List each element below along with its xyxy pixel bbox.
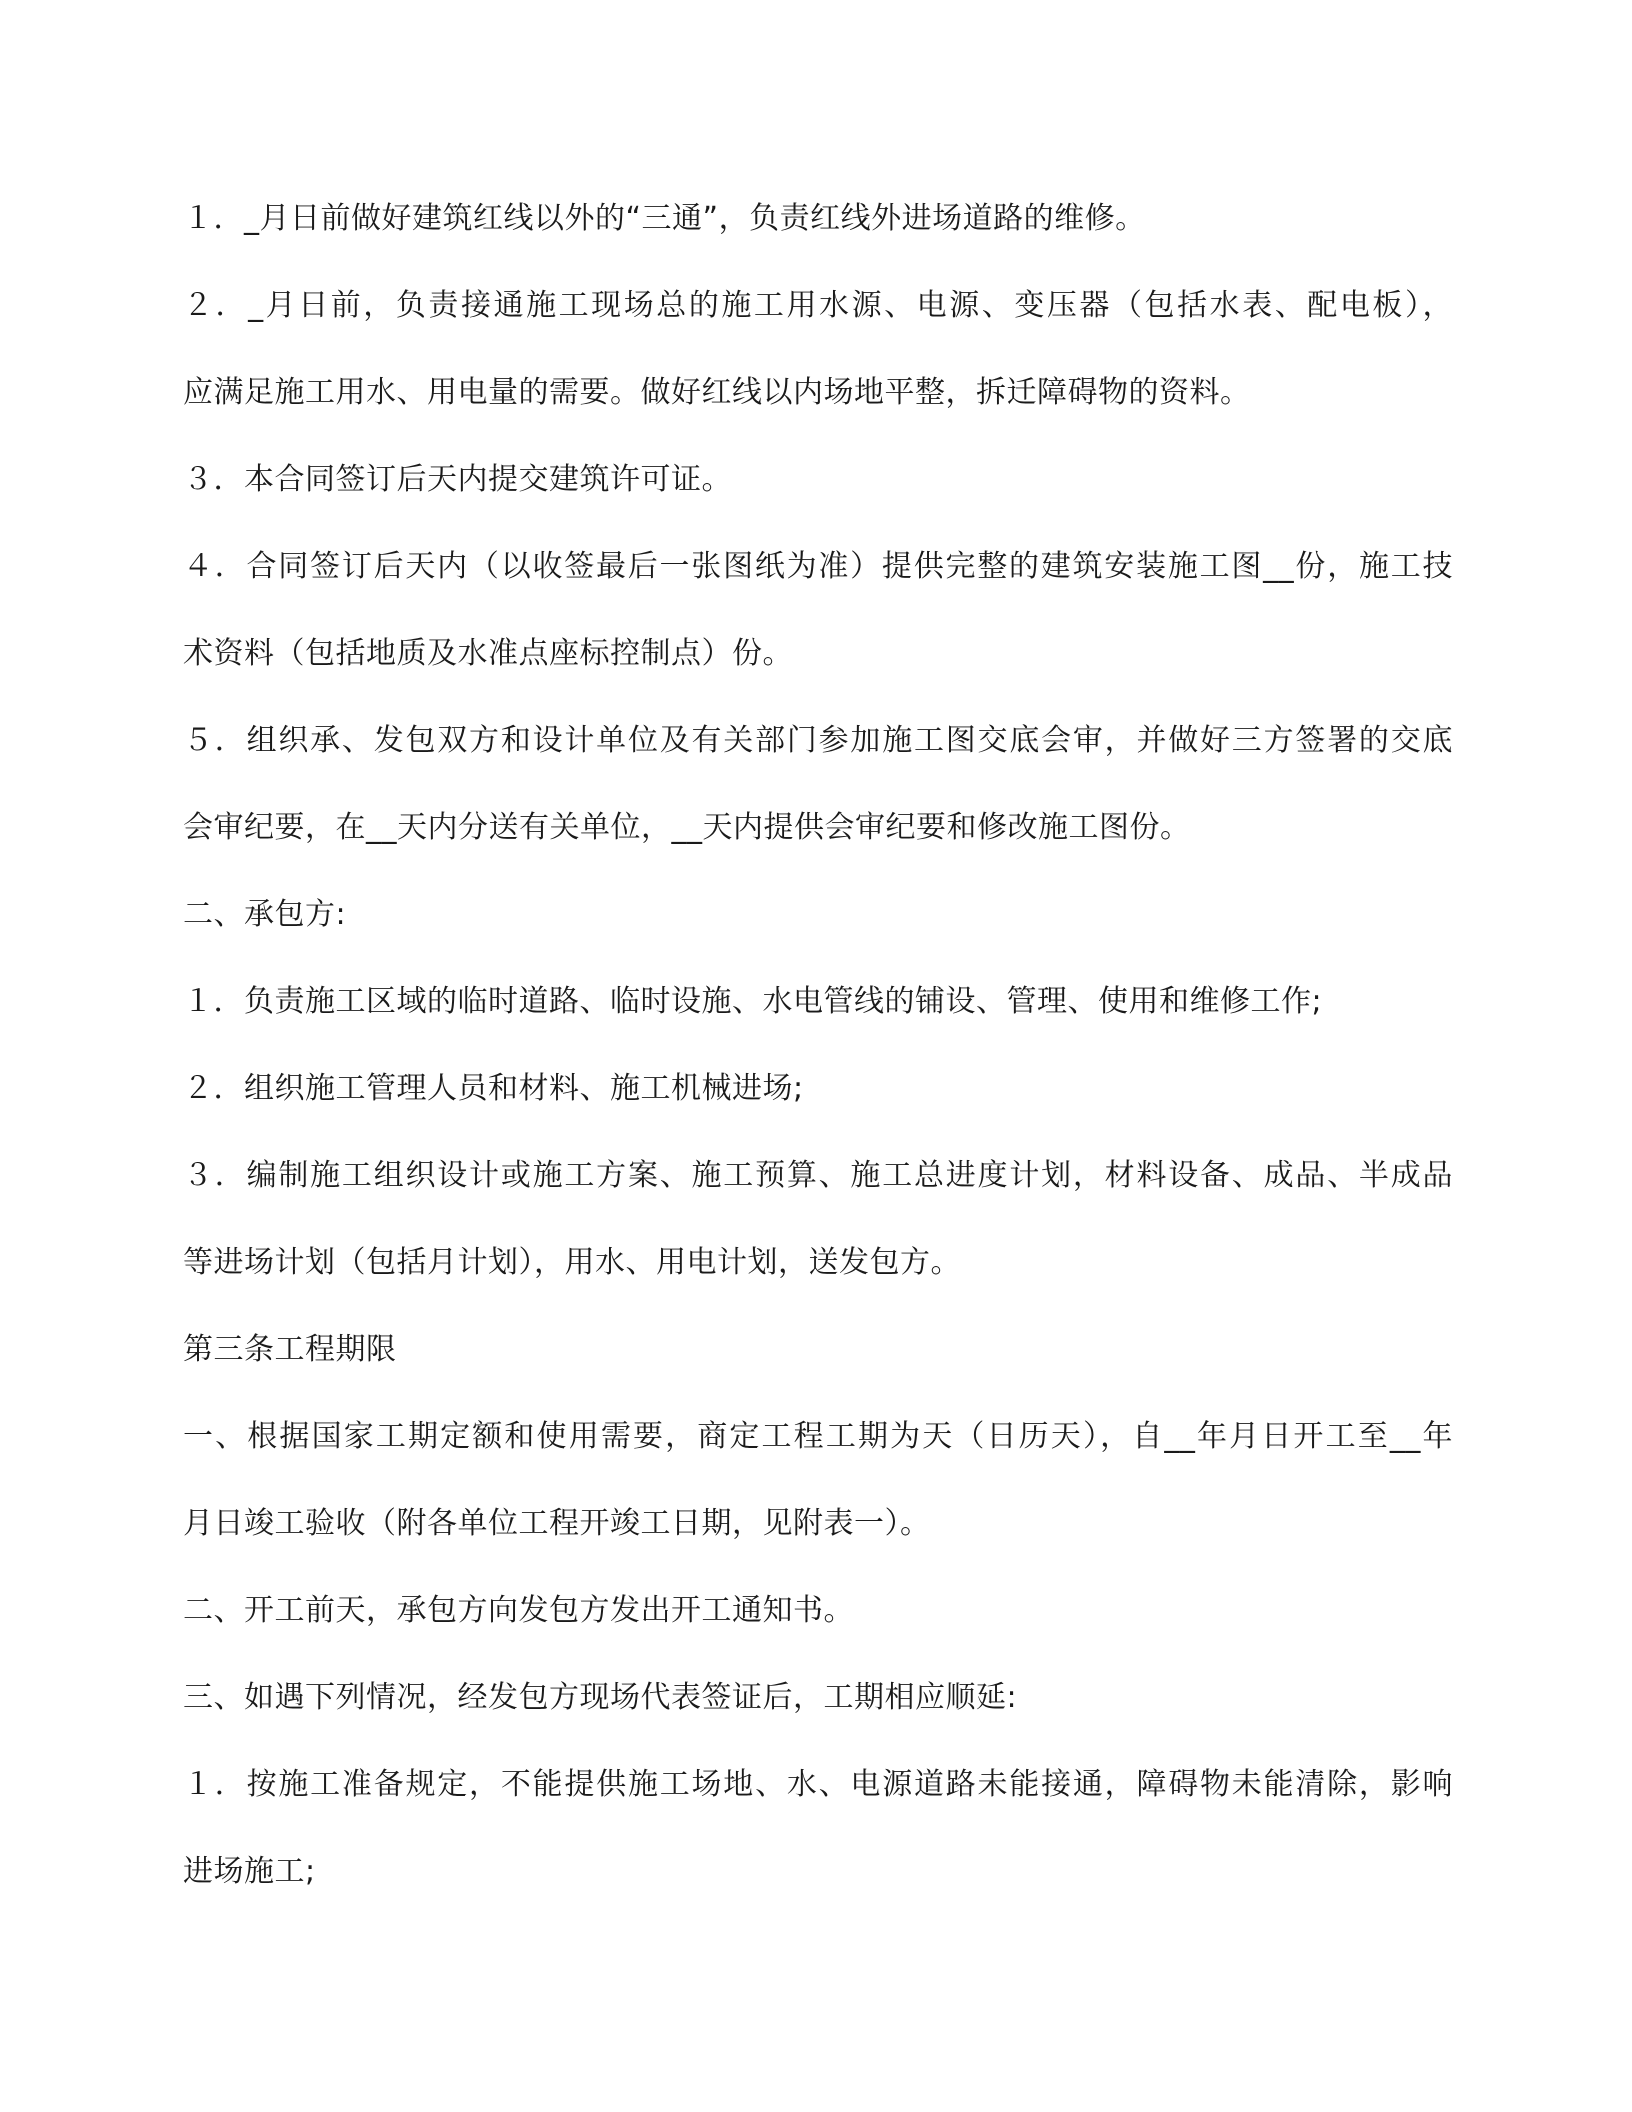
paragraph-line: 应满足施工用水、用电量的需要。做好红线以内场地平整，拆迁障碍物的资料。 (183, 375, 1251, 410)
paragraph-line: ４．合同签订后天内（以收签最后一张图纸为准）提供完整的建筑安装施工图__份，施工技 (183, 549, 1453, 584)
paragraph-line: ２．组织施工管理人员和材料、施工机械进场; (183, 1071, 804, 1106)
paragraph-line: １．负责施工区域的临时道路、临时设施、水电管线的铺设、管理、使用和维修工作; (183, 984, 1323, 1019)
paragraph-line: 会审纪要，在__天内分送有关单位，__天内提供会审纪要和修改施工图份。 (183, 810, 1191, 845)
paragraph-line: ５．组织承、发包双方和设计单位及有关部门参加施工图交底会审，并做好三方签署的交底 (183, 723, 1453, 758)
paragraph-line: 一、根据国家工期定额和使用需要，商定工程工期为天（日历天），自__年月日开工至__年 (183, 1419, 1453, 1454)
paragraph-line: ３．本合同签订后天内提交建筑许可证。 (183, 462, 732, 497)
paragraph-line: 等进场计划（包括月计划），用水、用电计划，送发包方。 (183, 1245, 961, 1280)
paragraph-line: 月日竣工验收（附各单位工程开竣工日期，见附表一）。 (183, 1506, 931, 1541)
paragraph-line: 进场施工; (183, 1854, 316, 1889)
paragraph-line: ３．编制施工组织设计或施工方案、施工预算、施工总进度计划，材料设备、成品、半成品 (183, 1158, 1453, 1193)
paragraph-line: １．_月日前做好建筑红线以外的“三通”，负责红线外进场道路的维修。 (183, 201, 1146, 236)
paragraph-line: １．按施工准备规定，不能提供施工场地、水、电源道路未能接通，障碍物未能清除，影响 (183, 1767, 1453, 1802)
paragraph-line: ２．_月日前，负责接通施工现场总的施工用水源、电源、变压器（包括水表、配电板）， (183, 288, 1453, 323)
paragraph-line: 二、开工前天，承包方向发包方发出开工通知书。 (183, 1593, 854, 1628)
document-body (183, 190, 1453, 1930)
paragraph-line: 三、如遇下列情况，经发包方现场代表签证后，工期相应顺延: (183, 1680, 1018, 1715)
article-heading: 第三条工程期限 (183, 1332, 397, 1367)
section-heading: 二、承包方: (183, 897, 347, 932)
paragraph-line: 术资料（包括地质及水准点座标控制点）份。 (183, 636, 793, 671)
